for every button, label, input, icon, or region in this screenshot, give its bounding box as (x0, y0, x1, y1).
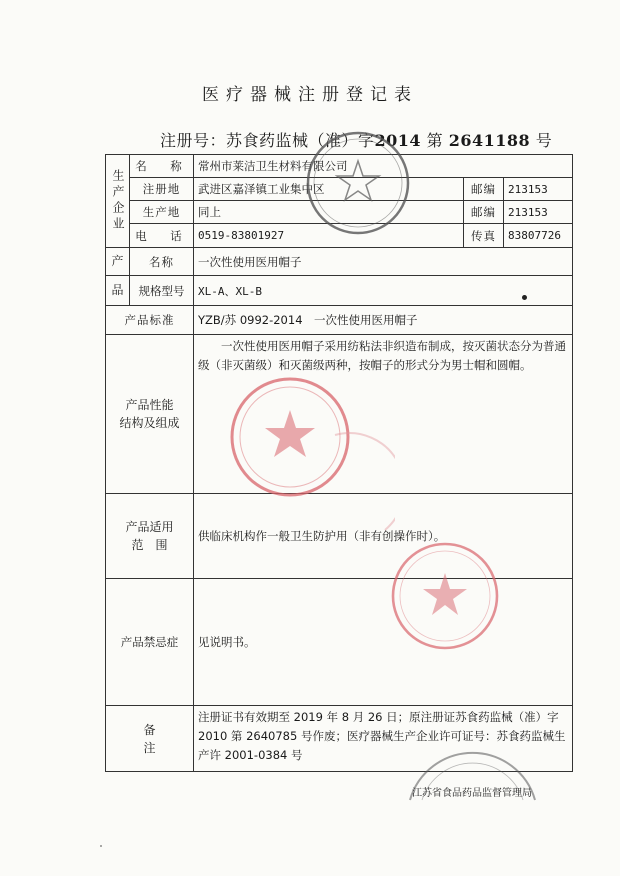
enterprise-group-label: 生产企业 (106, 155, 130, 248)
scope-label-line-1: 产品适用 (125, 520, 174, 534)
scope-label (106, 494, 194, 579)
fax-value: 83807726 (504, 224, 573, 248)
product-name-value: 一次性使用医用帽子 (194, 248, 573, 276)
registered-address-label: 注册地 (130, 178, 194, 201)
product-group-label-2: 品 (106, 276, 130, 306)
production-address-label: 生产地 (130, 201, 194, 224)
performance-text: 一次性使用医用帽子采用纺粘法非织造布制成，按灭菌状态分为普通级（非灭菌级）和灭菌级两种，按帽子的形式分为男士帽和圆帽。 (194, 335, 573, 494)
scan-speck (522, 295, 527, 300)
product-name-label: 名称 (130, 248, 194, 276)
issuer-signature: 江苏省食品药品监督管理局 (412, 788, 532, 799)
scope-row (106, 494, 573, 579)
fax-label: 传真 (464, 224, 504, 248)
notes-row (106, 706, 573, 772)
performance-label-line-1: 产品性能 (125, 398, 174, 412)
postcode-label: 邮编 (464, 178, 504, 201)
enterprise-name-value: 常州市莱洁卫生材料有限公司 (194, 155, 573, 178)
postcode-value: 213153 (504, 178, 573, 201)
production-address-value: 同上 (194, 201, 464, 224)
phone-row (106, 224, 573, 248)
registration-table (105, 154, 573, 772)
reg-mid: 第 (426, 131, 444, 150)
phone-value: 0519-83801927 (194, 224, 464, 248)
performance-label-line-2: 结构及组成 (119, 416, 180, 430)
product-model-row (106, 276, 573, 306)
standard-value: YZB/苏 0992-2014 一次性使用医用帽子 (194, 306, 573, 335)
reg-prefix: 注册号：苏食药监械（准）字 (160, 131, 375, 150)
product-model-label: 规格型号 (130, 276, 194, 306)
registered-address-row (106, 178, 573, 201)
contraindication-text: 见说明书。 (194, 579, 573, 706)
production-address-row (106, 201, 573, 224)
product-model-value: XL-A、XL-B (194, 276, 573, 306)
notes-label-line-2: 注 (143, 740, 156, 755)
phone-label: 电 话 (130, 224, 194, 248)
notes-label (106, 706, 194, 772)
scope-text: 供临床机构作一般卫生防护用（非有创操作时）。 (194, 494, 573, 579)
notes-text: 注册证书有效期至 2019 年 8 月 26 日；原注册证苏食药监械（准）字 2010 第 2640785 号作废；医疗器械生产企业许可证号：苏食药监械生产许 2001-0384 号 (194, 706, 573, 772)
standard-label: 产品标准 (106, 306, 194, 335)
registration-number-line (160, 128, 552, 151)
scope-label-line-2: 范 围 (131, 538, 168, 552)
performance-row (106, 335, 573, 494)
enterprise-name-row (106, 155, 573, 178)
contraindication-row (106, 579, 573, 706)
performance-label (106, 335, 194, 494)
registered-address-value: 武进区嘉泽镇工业集中区 (194, 178, 464, 201)
document-title: 医疗器械注册登记表 (202, 85, 418, 105)
product-group-label-1: 产 (106, 248, 130, 276)
contraindication-label: 产品禁忌症 (106, 579, 194, 706)
production-postcode-label: 邮编 (464, 201, 504, 224)
product-name-row (106, 248, 573, 276)
scan-speck (100, 845, 102, 847)
notes-label-line-1: 备 (143, 722, 156, 737)
standard-row (106, 306, 573, 335)
enterprise-name-label: 名 称 (130, 155, 194, 178)
reg-suffix: 号 (535, 131, 553, 150)
reg-number: 2641188 (448, 131, 531, 150)
reg-year: 2014 (374, 131, 422, 150)
production-postcode-value: 213153 (504, 201, 573, 224)
